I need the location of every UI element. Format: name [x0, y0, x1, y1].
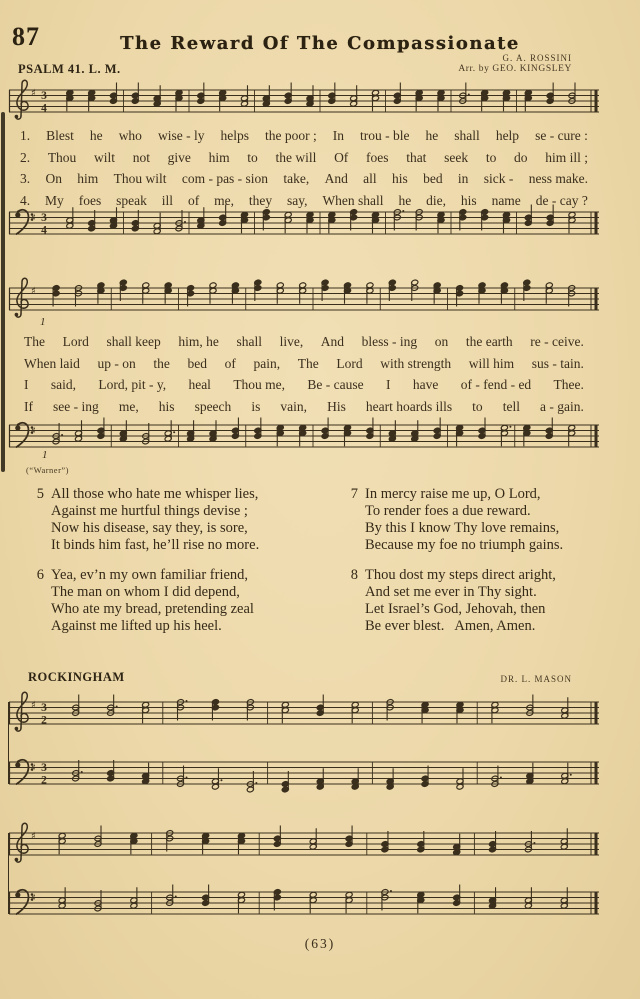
svg-text:♯: ♯ — [31, 286, 36, 297]
lyric-word: bed — [187, 355, 207, 371]
music-staff-hymn-bass-1 — [8, 194, 600, 252]
verse-column-right — [342, 486, 640, 648]
music-staff-hymn-bass-2 — [8, 407, 600, 465]
verse-6 — [28, 567, 328, 635]
verse-text — [51, 486, 259, 554]
lyric-word: they — [248, 192, 273, 208]
lyric-word: Thou wilt — [113, 171, 167, 187]
lyric-word: And — [324, 171, 348, 187]
lyric-word: speech — [194, 398, 232, 414]
lyric-word: Lord — [62, 334, 89, 349]
music-staff-rockingham-bass-1 — [8, 744, 600, 802]
lyric-word: him, he — [178, 334, 219, 349]
lyric-word: will him — [468, 355, 515, 371]
lyric-word: shall keep — [106, 334, 161, 349]
lyric-word: foes — [366, 149, 389, 165]
verse-line: And set me ever in Thy sight. — [365, 584, 537, 600]
lyric-line — [24, 356, 584, 378]
lyric-word: vain, — [280, 398, 308, 414]
lyric-word: wise - ly — [157, 128, 205, 143]
lyric-word: have — [412, 377, 439, 393]
verse-line: All those who hate me whisper lies, — [51, 486, 259, 502]
lyric-word: up - on — [97, 355, 136, 371]
lyric-word: live, — [279, 334, 304, 349]
lyric-word: me, — [118, 398, 139, 414]
verse-line: Against me hurtful things devise ; — [51, 503, 248, 519]
svg-text:3: 3 — [41, 90, 47, 102]
psalm-heading: PSALM 41. L. M. — [18, 62, 121, 76]
lyric-word: the will — [275, 149, 317, 165]
lyric-word: die, — [426, 192, 446, 208]
verse-text — [365, 567, 556, 635]
verse-line: To render foes a due reward. — [365, 503, 531, 519]
lyric-word: me, — [214, 192, 234, 208]
lyric-word: do — [514, 149, 528, 165]
verse-number: 6 — [36, 567, 44, 583]
lyric-word: Thou me, — [233, 377, 286, 393]
lyric-word: shall — [236, 334, 262, 349]
lyric-word: say, — [287, 192, 308, 208]
lyric-word: The — [24, 334, 45, 349]
music-staff-rockingham-bass-2 — [8, 874, 600, 932]
music-staff-rockingham-treble-1 — [8, 684, 600, 742]
lyric-word: a - gain. — [540, 398, 584, 414]
lyric-word: Lord, pit - y, — [98, 377, 167, 393]
hymn-title: The Reward Of The Compassionate — [120, 33, 520, 54]
lyric-word: de - cay ? — [535, 192, 588, 208]
lyric-word: to — [247, 149, 258, 165]
svg-text:3: 3 — [41, 762, 47, 774]
lyric-word: ill — [161, 192, 174, 208]
lyric-word: com - pas - sion — [181, 171, 269, 187]
verse-line: The man on whom I did depend, — [51, 584, 240, 600]
lyric-word: take, — [283, 171, 310, 187]
music-staff-hymn-treble-1 — [8, 72, 600, 130]
lyric-word: helps — [220, 128, 249, 143]
lyric-word: shall — [454, 128, 480, 143]
lyric-word: who — [118, 128, 142, 143]
page-edge-shadow — [1, 112, 5, 472]
lyric-word: 2. — [20, 149, 31, 165]
lyric-word: the earth — [465, 334, 513, 349]
verse-line: Because my foe no triumph gains. — [365, 537, 564, 553]
lyric-word: that — [406, 149, 427, 165]
lyric-line — [24, 377, 584, 399]
lyric-word: with strength — [380, 355, 452, 371]
lyric-word: Blest — [46, 128, 74, 143]
arranger-credit: Arr. by GEO. KINGSLEY — [458, 64, 572, 74]
figure-mark: 1 — [42, 449, 48, 461]
verse-column-left — [28, 486, 328, 648]
svg-text:♯: ♯ — [31, 831, 36, 842]
verse-number: 7 — [350, 486, 358, 502]
lyric-word: I — [24, 377, 29, 393]
lyric-word: him — [77, 171, 99, 187]
lyric-line — [20, 128, 588, 150]
verse-text — [51, 567, 254, 635]
lyric-word: re - ceive. — [530, 334, 584, 349]
lyric-word: seek — [444, 149, 469, 165]
lyric-word: foes — [78, 192, 102, 208]
lyric-word: And — [320, 334, 345, 349]
lyric-word: When shall — [322, 192, 384, 208]
svg-text:3: 3 — [41, 702, 47, 714]
lyric-word: his — [392, 171, 408, 187]
lyric-word: he — [398, 192, 412, 208]
lyric-word: ness make. — [528, 171, 588, 187]
svg-text:2: 2 — [41, 774, 47, 787]
svg-text:4: 4 — [41, 224, 47, 237]
lyric-word: all — [363, 171, 377, 187]
verse-8 — [342, 567, 640, 635]
lyric-word: In — [332, 128, 344, 143]
lyric-word: bed — [423, 171, 443, 187]
lyric-word: help — [495, 128, 520, 143]
lyric-word: is — [251, 398, 261, 414]
lyric-word: tell — [502, 398, 520, 414]
lyric-word: him — [208, 149, 230, 165]
lyric-word: heal — [188, 377, 211, 393]
lyric-line — [20, 171, 588, 193]
verse-line: Yea, ev’n my own familiar friend, — [51, 567, 249, 583]
lyric-word: to — [472, 398, 483, 414]
lyric-word: sick - — [483, 171, 514, 187]
verse-line: Let Israel’s God, Jehovah, then — [365, 601, 546, 617]
lyric-word: he — [425, 128, 439, 143]
verse-line: Against me lifted up his heel. — [51, 618, 222, 634]
verse-line: It binds him fast, he’ll rise no more. — [51, 537, 260, 553]
tune-attribution: (“Warner”) — [26, 465, 70, 475]
lyric-word: Lord — [336, 355, 363, 371]
lyric-word: to — [485, 149, 497, 165]
svg-text:3: 3 — [41, 212, 47, 224]
svg-text:♯: ♯ — [31, 426, 36, 437]
music-staff-rockingham-treble-2 — [8, 815, 600, 873]
verse-line: Who ate my bread, pretending zeal — [51, 601, 254, 617]
lyric-word: heart hoards ills — [365, 398, 453, 414]
svg-text:4: 4 — [41, 102, 47, 115]
lyric-word: the poor ; — [264, 128, 317, 143]
verse-line: By this I know Thy love remains, — [365, 520, 560, 536]
verse-line: In mercy raise me up, O Lord, — [365, 486, 541, 502]
lyric-word: se - cure : — [535, 128, 588, 143]
lyric-word: The — [297, 355, 319, 371]
lyric-word: his — [158, 398, 175, 414]
svg-text:♯: ♯ — [31, 763, 36, 774]
verse-7 — [342, 486, 640, 554]
lyric-word: trou - ble — [360, 128, 410, 143]
lyric-word: of - fend - ed — [460, 377, 532, 393]
lyric-word: 1. — [20, 128, 31, 143]
tune-composer-credit: DR. L. MASON — [500, 674, 572, 684]
svg-text:♯: ♯ — [31, 893, 36, 904]
page-number-top: 87 — [12, 22, 40, 51]
svg-text:♯: ♯ — [31, 213, 36, 224]
page-number-bottom: (63) — [304, 936, 336, 951]
verse-line: Be ever blest. Amen, Amen. — [365, 618, 536, 634]
verse-text — [365, 486, 563, 554]
lyric-word: on — [434, 334, 449, 349]
lyric-word: him ill ; — [545, 149, 588, 165]
figure-mark: 1 — [40, 316, 46, 328]
lyric-word: 3. — [20, 171, 31, 187]
lyric-word: Thee. — [553, 377, 584, 393]
lyric-word: His — [327, 398, 346, 414]
lyric-word: bless - ing — [361, 334, 418, 349]
music-staff-hymn-treble-2 — [8, 270, 600, 328]
lyric-word: his — [460, 192, 477, 208]
verse-line: Now his disease, say they, is sore, — [51, 520, 248, 536]
lyric-word: see - ing — [53, 398, 99, 414]
lyric-word: My — [45, 192, 64, 208]
verse-number: 5 — [36, 486, 44, 502]
lyric-word: wilt — [94, 149, 116, 165]
lyric-word: 4. — [20, 192, 31, 208]
verse-5 — [28, 486, 328, 554]
lyric-word: of — [187, 192, 200, 208]
lyric-word: of — [224, 355, 236, 371]
lyric-word: I — [386, 377, 391, 393]
lyric-word: Be - cause — [307, 377, 364, 393]
lyric-word: not — [132, 149, 150, 165]
lyric-word: pain, — [253, 355, 281, 371]
lyric-word: Of — [334, 149, 349, 165]
svg-text:2: 2 — [41, 714, 47, 727]
lyric-word: If — [24, 398, 33, 414]
svg-text:♯: ♯ — [31, 88, 36, 99]
lyric-word: Thou — [47, 149, 77, 165]
lyric-word: give — [167, 149, 191, 165]
lyric-line — [20, 150, 588, 172]
composer-credit: G. A. ROSSINI — [502, 53, 572, 63]
tune-name: ROCKINGHAM — [28, 670, 125, 684]
lyric-line — [24, 334, 584, 356]
lyric-word: name — [491, 192, 521, 208]
verse-line: Thou dost my steps direct aright, — [365, 567, 556, 583]
lyric-word: he — [89, 128, 103, 143]
lyric-word: sus - tain. — [531, 355, 584, 371]
lyric-word: On — [45, 171, 62, 187]
lyric-word: in — [457, 171, 469, 187]
verse-number: 8 — [350, 567, 358, 583]
lyric-word: When laid — [24, 355, 80, 371]
lyric-word: speak — [116, 192, 147, 208]
lyric-word: said, — [50, 377, 76, 393]
lyric-word: the — [153, 355, 170, 371]
svg-text:♯: ♯ — [31, 700, 36, 711]
